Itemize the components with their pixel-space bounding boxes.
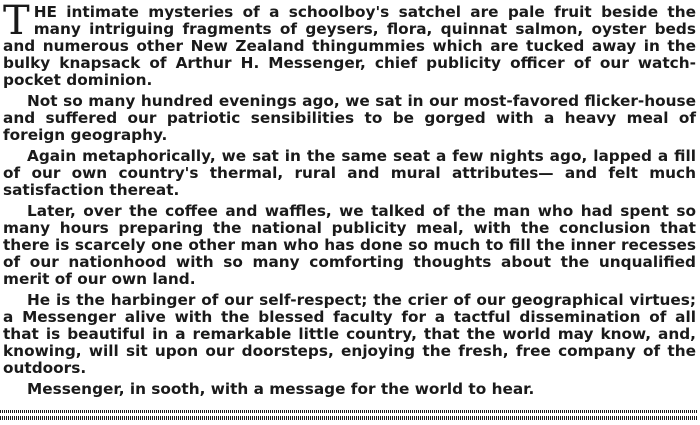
column-rule-divider (0, 410, 697, 421)
paragraph-1-text: HE intimate mysteries of a schoolboy's satchel are pale fruit beside the many intriguing fragments of geysers, flora, quinnat salmon, oyster beds and numerous other New Zealand thingummies which are tucked away in the bulky knapsack of Arthur H. Messenger, chief publicity officer of our watch-pocket dominion. (3, 3, 696, 89)
paragraph-5: He is the harbinger of our self-respect; the crier of our geographical virtues; a Messenger alive with the blessed faculty for a tactful dissemination of all that is beautiful in a remarkable little country, that the world may know, and, knowing, will sit upon our doorsteps, enjoying the fresh, free company of the outdoors. (3, 291, 696, 377)
paragraph-1 (3, 0, 696, 89)
paragraph-3: Again metaphorically, we sat in the same seat a few nights ago, lapped a fill of our own country's thermal, rural and mural attributes— and felt much satisfaction thereat. (3, 147, 696, 199)
drop-cap: T (3, 0, 30, 44)
paragraph-4: Later, over the coffee and waffles, we talked of the man who had spent so many hours preparing the national publicity meal, with the conclusion that there is scarcely one other man who has done so much to fill the inner recesses of our nationhood with so many comforting thoughts about the unqualified merit of our own land. (3, 202, 696, 288)
paragraph-2: Not so many hundred evenings ago, we sat in our most-favored flicker-house and suffered our patriotic sensibilities to be gorged with a heavy meal of foreign geography. (3, 92, 696, 144)
paragraph-6: Messenger, in sooth, with a message for the world to hear. (27, 380, 535, 398)
article-body (3, 0, 696, 402)
